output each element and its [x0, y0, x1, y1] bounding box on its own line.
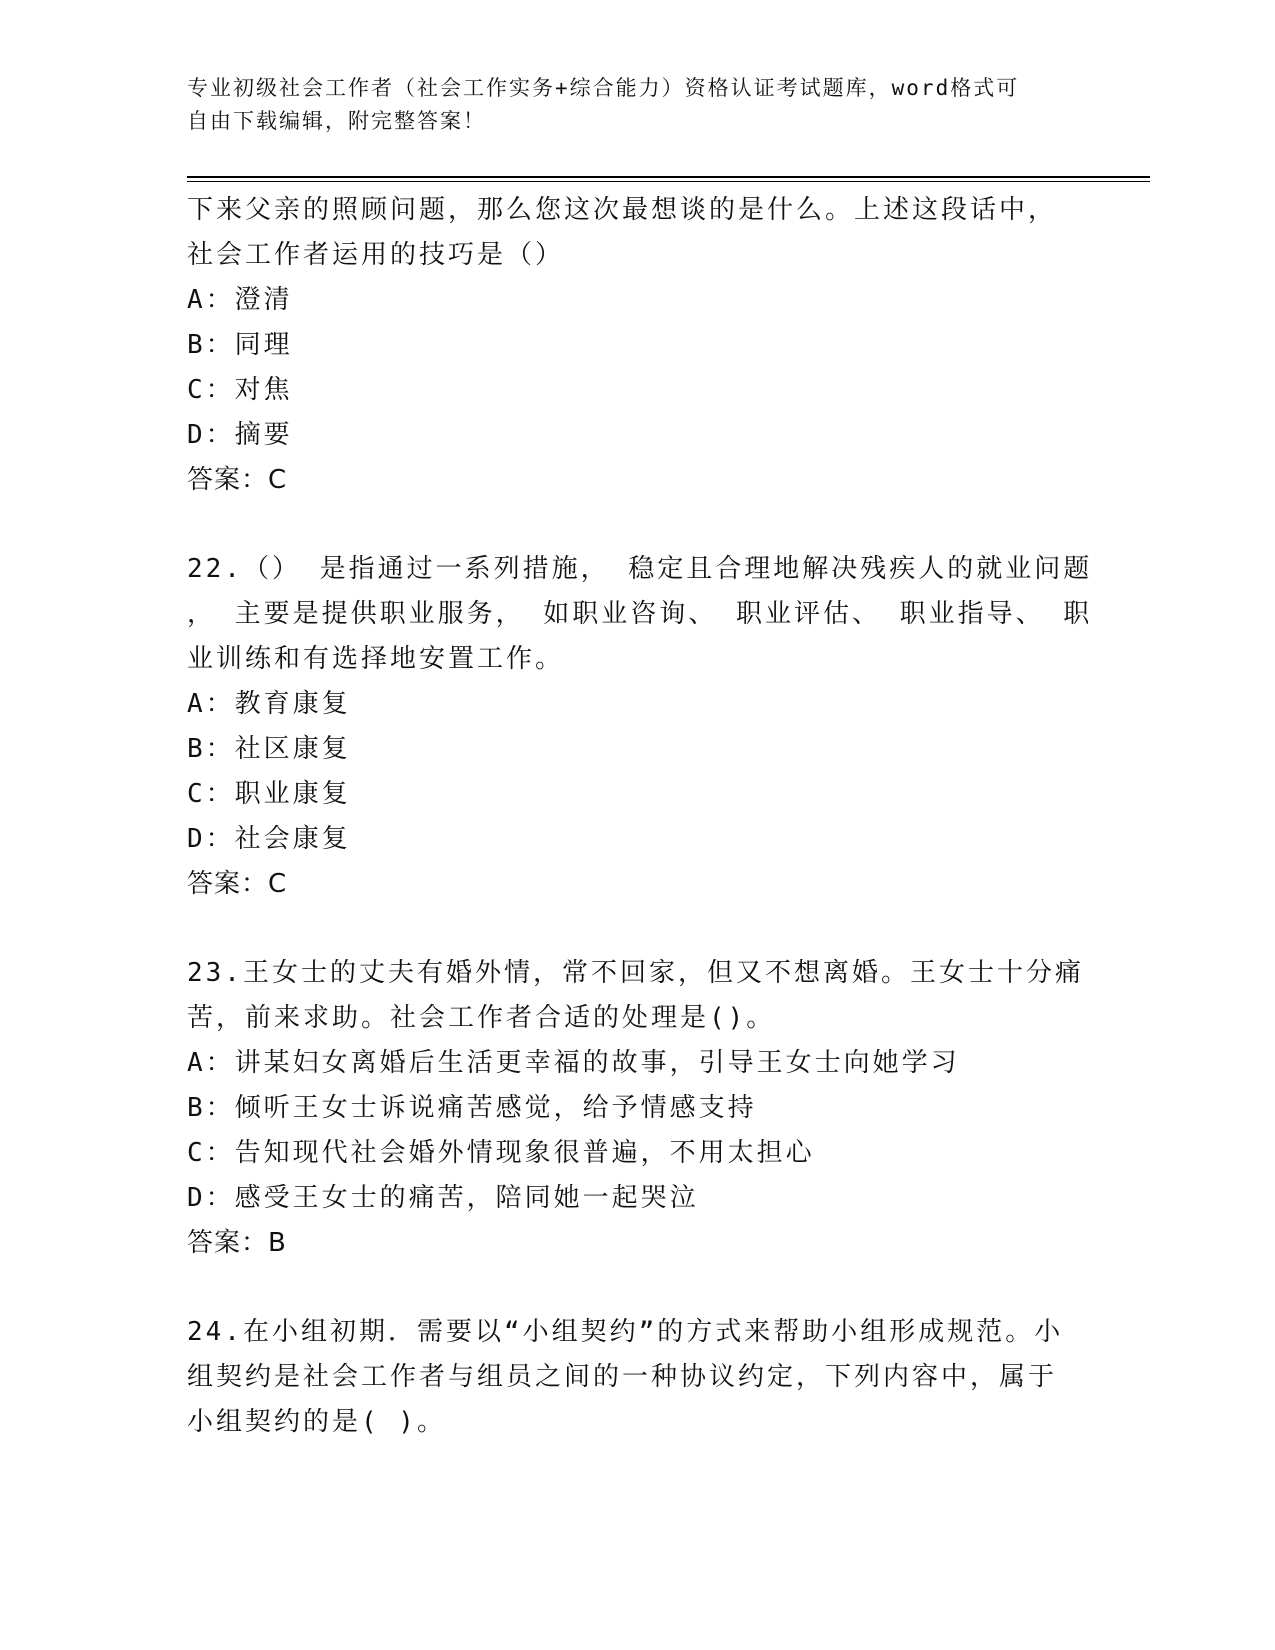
question-stem-line: 组契约是社会工作者与组员之间的一种协议约定，下列内容中，属于 [187, 1362, 1058, 1392]
option-b: B：同理 [187, 330, 293, 360]
option-a: A：澄清 [187, 285, 293, 315]
question-22 [187, 547, 1093, 907]
answer-line: 答案：B [187, 1228, 287, 1258]
page-header [187, 72, 1087, 138]
option-d: D：感受王女士的痛苦，陪同她一起哭泣 [187, 1183, 699, 1213]
option-c: C：对焦 [187, 375, 293, 405]
option-a: A：讲某妇女离婚后生活更幸福的故事，引导王女士向她学习 [187, 1048, 960, 1078]
question-stem-line: ， 主要是提供职业服务， 如职业咨询、 职业评估、 职业指导、 职 [187, 599, 1093, 629]
option-b: B：倾听王女士诉说痛苦感觉，给予情感支持 [187, 1093, 757, 1123]
answer-line: 答案：C [187, 465, 288, 495]
option-b: B：社区康复 [187, 734, 351, 764]
question-stem-line: 24.在小组初期．需要以“小组契约”的方式来帮助小组形成规范。小 [187, 1317, 1064, 1347]
question-24 [187, 1310, 1087, 1445]
questions-list [187, 188, 1093, 1489]
header-line-1: 专业初级社会工作者（社会工作实务+综合能力）资格认证考试题库，word格式可 [187, 76, 1020, 100]
option-d: D：摘要 [187, 420, 293, 450]
question-stem-line: 苦，前来求助。社会工作者合适的处理是()。 [187, 1003, 776, 1033]
option-a: A：教育康复 [187, 689, 351, 719]
option-c: C：职业康复 [187, 779, 351, 809]
option-d: D：社会康复 [187, 824, 351, 854]
question-stem-line: 社会工作者运用的技巧是（） [187, 240, 565, 270]
question-stem-line: 23.王女士的丈夫有婚外情，常不回家，但又不想离婚。王女士十分痛 [187, 958, 1084, 988]
option-c: C：告知现代社会婚外情现象很普遍，不用太担心 [187, 1138, 815, 1168]
question-21-continued [187, 188, 1087, 503]
question-stem-line: 下来父亲的照顾问题，那么您这次最想谈的是什么。上述这段话中， [187, 195, 1058, 225]
answer-line: 答案：C [187, 869, 288, 899]
question-stem-line: 22.（） 是指通过一系列措施， 稳定且合理地解决残疾人的就业问题 [187, 554, 1093, 584]
question-23 [187, 951, 1087, 1266]
header-divider [187, 176, 1150, 182]
question-stem-line: 小组契约的是( )。 [187, 1407, 446, 1437]
header-line-2: 自由下载编辑，附完整答案！ [187, 109, 486, 133]
question-stem-line: 业训练和有选择地安置工作。 [187, 644, 565, 674]
